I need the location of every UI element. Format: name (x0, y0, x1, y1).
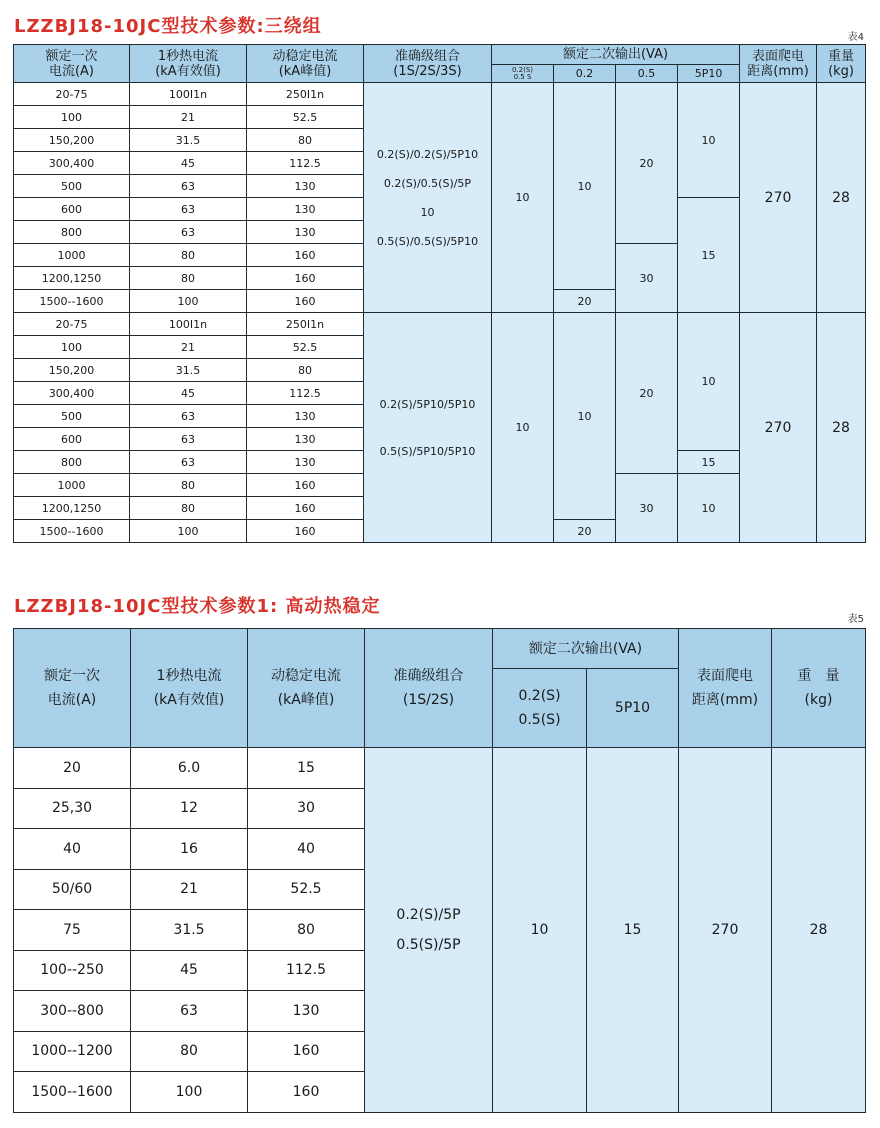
col-weight: 重量 (kg) (817, 45, 866, 83)
table-cell: 80 (130, 267, 247, 290)
table2-title: LZZBJ18-10JC型技术参数1: 高动热稳定 (14, 596, 381, 617)
table-cell: 31.5 (130, 359, 247, 382)
table-cell: 250I1n (247, 313, 364, 336)
weight-cell: 28 (817, 313, 866, 543)
table-cell: 112.5 (247, 152, 364, 175)
creepage-cell: 270 (740, 83, 817, 313)
table-cell: 80 (130, 474, 247, 497)
table-cell: 1500--1600 (14, 1072, 131, 1113)
table-cell: 80 (130, 244, 247, 267)
table-cell: 20 (14, 748, 131, 789)
table-cell: 500 (14, 405, 130, 428)
table-cell: 50/60 (14, 869, 131, 910)
table-cell: 1000 (14, 244, 130, 267)
output-05-cell: 30 (616, 244, 678, 313)
output-02s-cell: 10 (493, 748, 587, 1113)
table-cell: 800 (14, 221, 130, 244)
table-cell: 160 (248, 1031, 365, 1072)
table-cell: 63 (131, 991, 248, 1032)
table-cell: 52.5 (247, 336, 364, 359)
col-thermal-current: 1秒热电流 (kA有效值) (130, 45, 247, 83)
col-dynamic-current: 动稳定电流 (kA峰值) (247, 45, 364, 83)
output-5p10-cell: 10 (678, 83, 740, 198)
table-cell: 160 (247, 474, 364, 497)
table-row (14, 83, 866, 106)
table-cell: 600 (14, 428, 130, 451)
table-cell: 100 (14, 336, 130, 359)
output-02-cell: 10 (554, 313, 616, 520)
col-secondary-output: 额定二次输出(VA) (492, 45, 740, 65)
table-cell: 130 (247, 405, 364, 428)
table-cell: 63 (130, 405, 247, 428)
table2-number: 表5 (847, 614, 864, 625)
table-cell: 40 (14, 829, 131, 870)
table-cell: 150,200 (14, 129, 130, 152)
table-cell: 500 (14, 175, 130, 198)
table-cell: 63 (130, 198, 247, 221)
table-cell: 31.5 (130, 129, 247, 152)
table-cell: 100I1n (130, 83, 247, 106)
table-cell: 16 (131, 829, 248, 870)
table-cell: 21 (130, 106, 247, 129)
table-cell: 1000 (14, 474, 130, 497)
table-cell: 80 (247, 129, 364, 152)
subcol-5p10: 5P10 (587, 669, 679, 748)
col-secondary-output: 额定二次输出(VA) (493, 629, 679, 669)
output-02-cell: 20 (554, 520, 616, 543)
output-02-cell: 10 (554, 83, 616, 290)
table-cell: 20-75 (14, 83, 130, 106)
table-cell: 300--800 (14, 991, 131, 1032)
col-primary-current: 额定一次 电流(A) (14, 629, 131, 748)
table-cell: 1000--1200 (14, 1031, 131, 1072)
table-cell: 800 (14, 451, 130, 474)
table-cell: 21 (130, 336, 247, 359)
accuracy-cell: 0.2(S)/0.2(S)/5P10 0.2(S)/0.5(S)/5P 10 0.5(S)/0.5(S)/5P10 (364, 83, 492, 313)
table-cell: 150,200 (14, 359, 130, 382)
output-02-cell: 20 (554, 290, 616, 313)
table-cell: 112.5 (248, 950, 365, 991)
table-cell: 130 (247, 175, 364, 198)
output-5p10-cell: 10 (678, 313, 740, 451)
table-cell: 300,400 (14, 382, 130, 405)
output-5p10-cell: 15 (678, 198, 740, 313)
table-cell: 52.5 (248, 869, 365, 910)
table-cell: 25,30 (14, 788, 131, 829)
table-cell: 112.5 (247, 382, 364, 405)
output-5p10-cell: 15 (587, 748, 679, 1113)
col-creepage: 表面爬电 距离(mm) (679, 629, 772, 748)
output-02s-cell: 10 (492, 83, 554, 313)
table-cell: 160 (247, 267, 364, 290)
col-thermal-current: 1秒热电流 (kA有效值) (131, 629, 248, 748)
table-cell: 130 (248, 991, 365, 1032)
table-cell: 160 (248, 1072, 365, 1113)
table-cell: 20-75 (14, 313, 130, 336)
table-cell: 52.5 (247, 106, 364, 129)
table-cell: 75 (14, 910, 131, 951)
table-cell: 15 (248, 748, 365, 789)
table-cell: 100 (131, 1072, 248, 1113)
table-cell: 31.5 (131, 910, 248, 951)
table-cell: 63 (130, 451, 247, 474)
output-5p10-cell: 10 (678, 474, 740, 543)
table-cell: 1500--1600 (14, 520, 130, 543)
table-cell: 160 (247, 290, 364, 313)
col-weight: 重 量 (kg) (772, 629, 866, 748)
table-cell: 80 (131, 1031, 248, 1072)
output-05-cell: 20 (616, 83, 678, 244)
table-cell: 45 (130, 152, 247, 175)
table-cell: 130 (247, 451, 364, 474)
subcol-02: 0.2 (554, 65, 616, 83)
table1-title: LZZBJ18-10JC型技术参数:三绕组 (14, 16, 322, 37)
table-cell: 130 (247, 428, 364, 451)
table-cell: 130 (247, 198, 364, 221)
table-cell: 100 (130, 520, 247, 543)
spec-table-three-winding (13, 44, 866, 543)
table-cell: 160 (247, 520, 364, 543)
table-cell: 1500--1600 (14, 290, 130, 313)
table-cell: 21 (131, 869, 248, 910)
table-cell: 300,400 (14, 152, 130, 175)
table-cell: 100 (14, 106, 130, 129)
creepage-cell: 270 (740, 313, 817, 543)
accuracy-cell: 0.2(S)/5P10/5P10 0.5(S)/5P10/5P10 (364, 313, 492, 543)
table-cell: 1200,1250 (14, 267, 130, 290)
weight-cell: 28 (817, 83, 866, 313)
table-cell: 63 (130, 428, 247, 451)
output-5p10-cell: 15 (678, 451, 740, 474)
subcol-02s: 0.2(S) 0.5 S (492, 65, 554, 83)
table-cell: 100--250 (14, 950, 131, 991)
table-cell: 600 (14, 198, 130, 221)
output-02s-cell: 10 (492, 313, 554, 543)
table-cell: 100 (130, 290, 247, 313)
output-05-cell: 30 (616, 474, 678, 543)
weight-cell: 28 (772, 748, 866, 1113)
table-cell: 63 (130, 175, 247, 198)
table-cell: 160 (247, 497, 364, 520)
table-cell: 1200,1250 (14, 497, 130, 520)
table-cell: 80 (247, 359, 364, 382)
table-cell: 6.0 (131, 748, 248, 789)
table-cell: 160 (247, 244, 364, 267)
subcol-05: 0.5 (616, 65, 678, 83)
table-cell: 40 (248, 829, 365, 870)
table-cell: 45 (130, 382, 247, 405)
table-cell: 12 (131, 788, 248, 829)
table-cell: 80 (248, 910, 365, 951)
spec-table-high-stability (13, 628, 866, 1113)
col-primary-current: 额定一次 电流(A) (14, 45, 130, 83)
subcol-5p10: 5P10 (678, 65, 740, 83)
table-row (14, 748, 866, 789)
table-cell: 30 (248, 788, 365, 829)
subcol-02s: 0.2(S) 0.5(S) (493, 669, 587, 748)
table-cell: 250I1n (247, 83, 364, 106)
col-accuracy: 准确级组合 (1S/2S) (365, 629, 493, 748)
output-05-cell: 20 (616, 313, 678, 474)
table-cell: 63 (130, 221, 247, 244)
table1-number: 表4 (847, 32, 864, 43)
table-cell: 80 (130, 497, 247, 520)
col-creepage: 表面爬电 距离(mm) (740, 45, 817, 83)
table-cell: 130 (247, 221, 364, 244)
col-accuracy: 准确级组合 (1S/2S/3S) (364, 45, 492, 83)
col-dynamic-current: 动稳定电流 (kA峰值) (248, 629, 365, 748)
accuracy-cell: 0.2(S)/5P 0.5(S)/5P (365, 748, 493, 1113)
table-cell: 100I1n (130, 313, 247, 336)
table-row (14, 313, 866, 336)
creepage-cell: 270 (679, 748, 772, 1113)
table-cell: 45 (131, 950, 248, 991)
